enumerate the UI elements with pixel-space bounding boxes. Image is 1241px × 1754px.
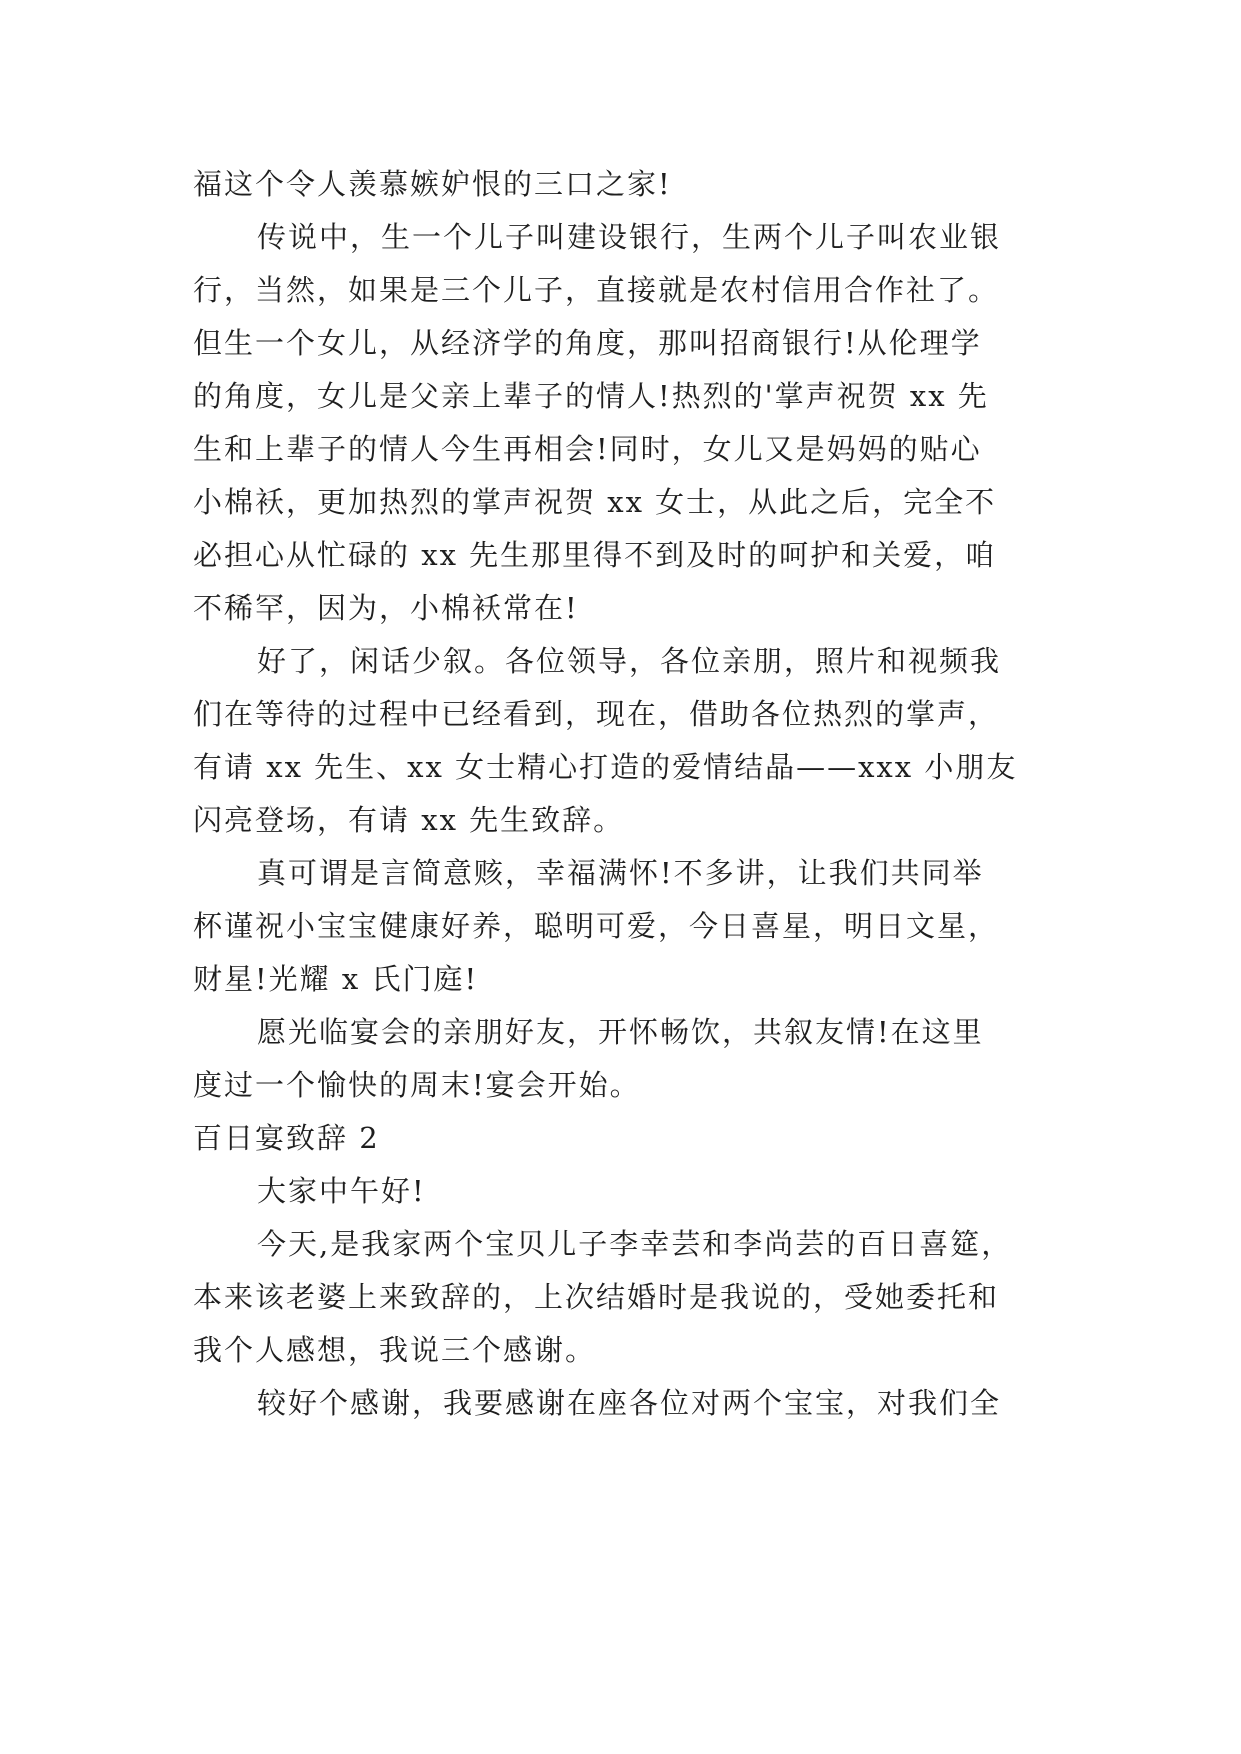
text-line: 传说中，生一个儿子叫建设银行，生两个儿子叫农业银 — [257, 220, 1002, 254]
text-line: 较好个感谢，我要感谢在座各位对两个宝宝，对我们全 — [257, 1386, 1002, 1420]
text-line: 但生一个女儿，从经济学的角度，那叫招商银行!从伦理学 — [193, 326, 982, 360]
text-line: 本来该老婆上来致辞的，上次结婚时是我说的，受她委托和 — [193, 1280, 1000, 1314]
text-line: 好了，闲话少叙。各位领导，各位亲朋，照片和视频我 — [257, 644, 1002, 678]
text-line: 愿光临宴会的亲朋好友，开怀畅饮，共叙友情!在这里 — [257, 1015, 984, 1049]
text-line: 今天,是我家两个宝贝儿子李幸芸和李尚芸的百日喜筵， — [257, 1227, 1013, 1261]
text-line: 度过一个愉快的周末!宴会开始。 — [193, 1068, 641, 1102]
text-line: 真可谓是言简意赅，幸福满怀!不多讲，让我们共同举 — [257, 856, 984, 890]
text-line: 杯谨祝小宝宝健康好养，聪明可爱，今日喜星，明日文星， — [193, 909, 1000, 943]
text-line: 不稀罕，因为，小棉袄常在! — [193, 591, 579, 625]
text-line: 闪亮登场，有请 xx 先生致辞。 — [193, 803, 625, 837]
text-line: 生和上辈子的情人今生再相会!同时，女儿又是妈妈的贴心 — [193, 432, 982, 466]
text-line: 财星!光耀 x 氏门庭! — [193, 962, 479, 996]
text-line: 我个人感想，我说三个感谢。 — [193, 1333, 597, 1367]
text-line: 福这个令人羡慕嫉妒恨的三口之家! — [193, 167, 672, 201]
text-line: 大家中午好! — [257, 1174, 426, 1208]
text-line: 有请 xx 先生、xx 女士精心打造的爱情结晶——xxx 小朋友 — [193, 750, 1018, 784]
text-line: 们在等待的过程中已经看到，现在，借助各位热烈的掌声， — [193, 697, 1000, 731]
text-line: 必担心从忙碌的 xx 先生那里得不到及时的呵护和关爱，咱 — [193, 538, 997, 572]
text-line: 的角度，女儿是父亲上辈子的情人!热烈的'掌声祝贺 xx 先 — [193, 379, 989, 413]
text-line: 小棉袄，更加热烈的掌声祝贺 xx 女士，从此之后，完全不 — [193, 485, 997, 519]
section-heading: 百日宴致辞 2 — [193, 1121, 380, 1155]
document-body — [193, 158, 1053, 1430]
text-line: 行，当然，如果是三个儿子，直接就是农村信用合作社了。 — [193, 273, 1000, 307]
